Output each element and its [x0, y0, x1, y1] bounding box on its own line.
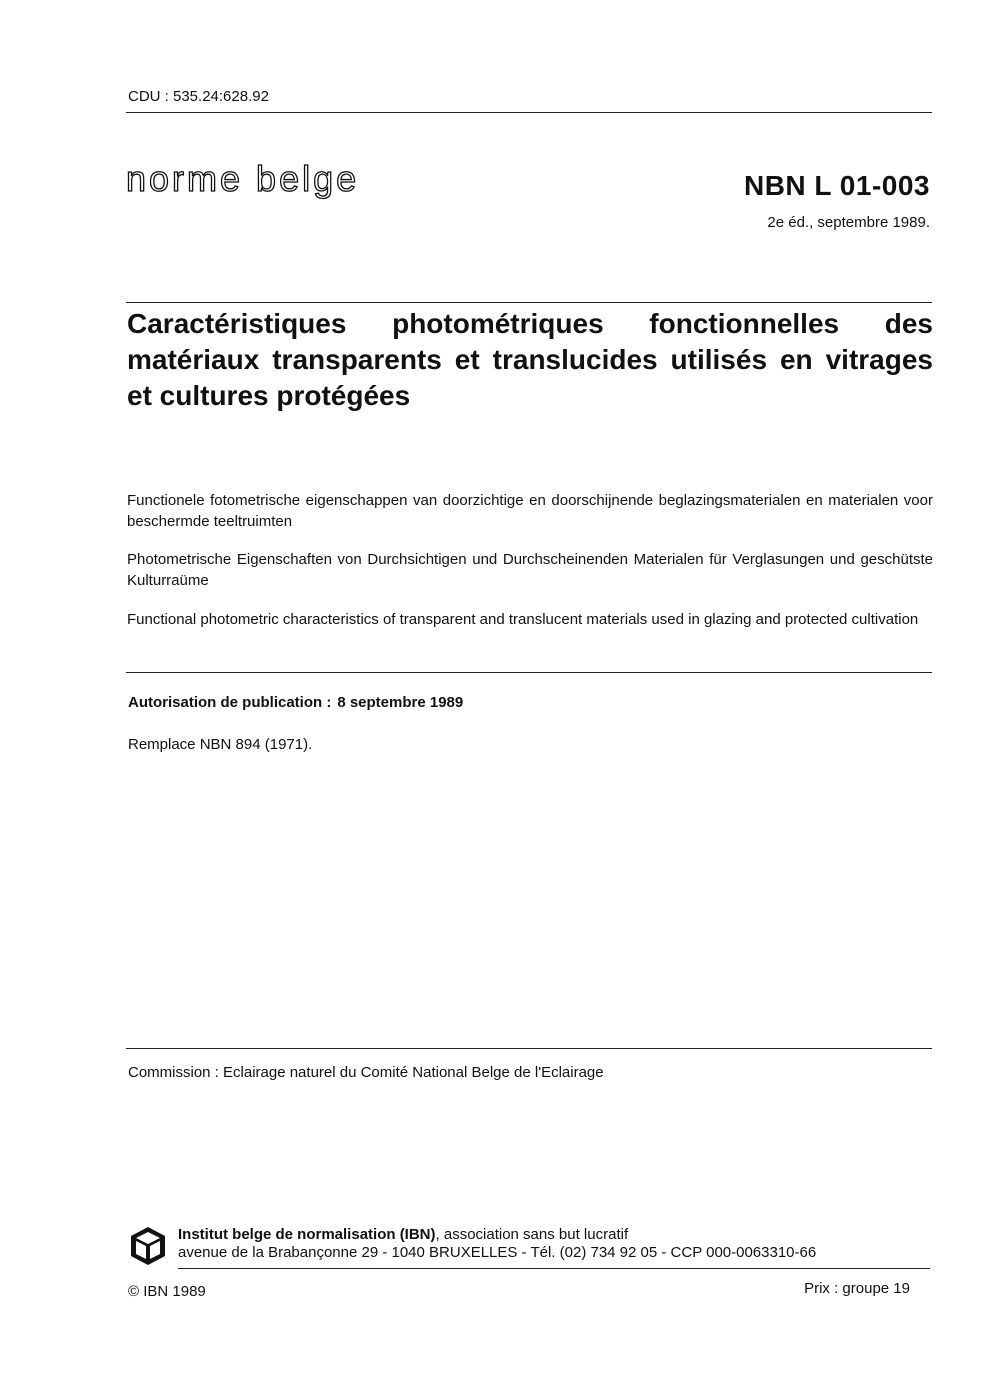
edition-date: 2e éd., septembre 1989.	[767, 214, 930, 231]
publication-rule	[126, 672, 932, 673]
top-rule	[126, 112, 932, 113]
footer-rule	[178, 1268, 930, 1269]
publication-date: 8 septembre 1989	[337, 694, 464, 711]
price-group: Prix : groupe 19	[804, 1280, 910, 1297]
commission-rule	[126, 1048, 932, 1049]
title-german: Photometrische Eigenschaften von Durchsichtigen und Durchscheinenden Materialen für Verglasungen und geschütste Kulturraüme	[127, 551, 933, 589]
commission-text: Commission : Eclairage naturel du Comité National Belge de l'Eclairage	[128, 1064, 604, 1081]
institute-line	[178, 1226, 628, 1243]
institute-address: avenue de la Brabançonne 29 - 1040 BRUXELLES - Tél. (02) 734 92 05 - CCP 000-0063310-66	[178, 1244, 817, 1261]
document-title: Caractéristiques photométriques fonctionnelles des matériaux transparents et translucides utilisés en vitrages et cultures protégées	[127, 308, 933, 411]
publication-label: Autorisation de publication :	[128, 694, 332, 711]
title-dutch: Functionele fotometrische eigenschappen van doorzichtige en doorschijnende beglazingsmaterialen en materialen voor beschermde teeltruimten	[127, 492, 933, 530]
replaces-note: Remplace NBN 894 (1971).	[128, 736, 313, 753]
title-english: Functional photometric characteristics of transparent and translucent materials used in glazing and protected cultivation	[127, 611, 919, 628]
institute-name: Institut belge de normalisation (IBN)	[178, 1226, 436, 1243]
institute-suffix: , association sans but lucratif	[435, 1226, 629, 1243]
ibn-logo-icon	[128, 1226, 168, 1266]
standard-number: NBN L 01-003	[743, 170, 930, 201]
brand-norme-belge: norme belge	[126, 158, 360, 199]
title-rule	[126, 302, 932, 303]
publication-authorisation	[128, 694, 463, 711]
cdu-classification: CDU : 535.24:628.92	[128, 88, 269, 105]
copyright: © IBN 1989	[128, 1283, 206, 1300]
